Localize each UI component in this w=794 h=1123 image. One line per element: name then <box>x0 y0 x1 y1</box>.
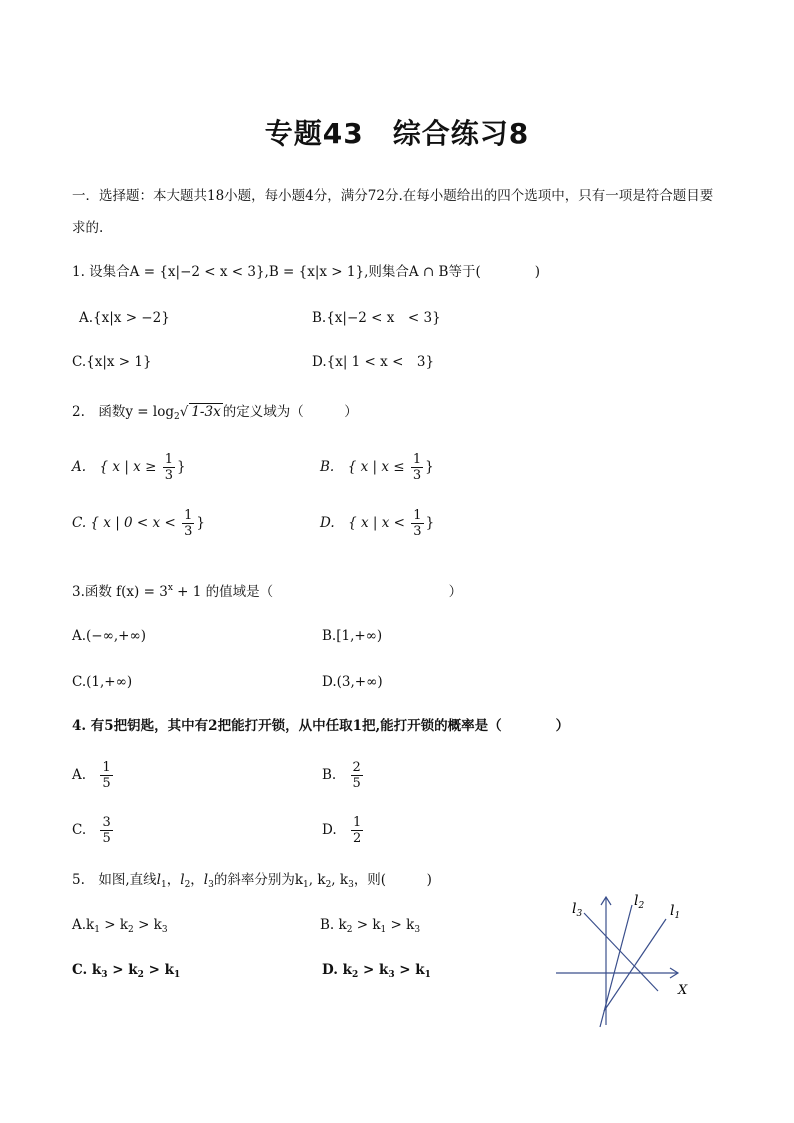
q2-option-a-text: A. { x | x ≥ <box>72 459 157 475</box>
separator: ， <box>190 872 204 888</box>
q5-figure <box>548 885 698 1035</box>
line-l1 <box>604 919 666 1011</box>
line-l3 <box>584 913 658 991</box>
fraction-denominator: 5 <box>102 831 111 846</box>
q4-option-a-fraction <box>100 760 112 791</box>
q2-stem-suffix: 的定义域为（ ） <box>222 404 358 420</box>
q5-stem-prefix: 5. 如图,直线 <box>72 872 157 888</box>
q2-option-d-fraction <box>411 508 423 539</box>
q3-option-c: C.(1,+∞) <box>72 674 133 690</box>
fraction-numerator: 1 <box>352 815 362 830</box>
option-text: C. k <box>72 962 102 978</box>
q1-stem: 1. 设集合A = {x|−2 < x < 3},B = {x|x > 1},则集合A ∩ B等于( ) <box>72 264 540 280</box>
subscript: 3 <box>348 880 354 890</box>
fraction-denominator: 3 <box>184 524 193 539</box>
option-text: > k <box>358 962 389 978</box>
option-text: > k <box>107 962 138 978</box>
label-x: X <box>678 983 688 998</box>
option-text: B. k <box>320 917 347 933</box>
q2-option-a-fraction <box>163 452 175 483</box>
q3-stem <box>72 578 462 602</box>
subscript: 3 <box>101 970 108 980</box>
q2-stem-prefix: 2. 函数y = log <box>72 404 174 420</box>
option-text: D. k <box>322 962 352 978</box>
q3-option-a: A.(−∞,+∞) <box>72 628 146 644</box>
q2-option-b <box>320 452 434 483</box>
q4-stem: 4. 有5把钥匙，其中有2把能打开锁，从中任取1把,能打开锁的概率是（ ） <box>72 718 570 734</box>
q4-option-d <box>322 815 365 846</box>
line-l2 <box>600 905 632 1027</box>
subscript: 3 <box>414 925 421 935</box>
subscript: 3 <box>388 970 395 980</box>
q4-option-c-fraction <box>100 815 112 846</box>
fraction-denominator: 3 <box>413 524 422 539</box>
q3-option-b: B.[1,+∞) <box>322 628 383 644</box>
q2-option-c-fraction <box>182 508 194 539</box>
q4-option-b <box>322 760 365 791</box>
q2-option-d-text: D. { x | x < <box>320 515 405 531</box>
brace-close: } <box>425 515 435 531</box>
subscript: 2 <box>184 880 191 890</box>
fraction-denominator: 3 <box>164 468 173 483</box>
section-heading-line2: 求的. <box>72 220 104 236</box>
subscript: 3 <box>208 880 214 890</box>
brace-close: } <box>196 515 205 531</box>
q1-option-c: C.{x|x > 1} <box>72 354 152 370</box>
option-text: > k <box>143 962 174 978</box>
subscript: 1 <box>94 925 100 935</box>
k-symbol: k <box>317 872 326 888</box>
q1-option-d: D.{x| 1 < x < 3} <box>312 354 435 370</box>
subscript: 1 <box>161 880 167 890</box>
subscript: 2 <box>128 925 134 935</box>
q4-option-c <box>72 815 115 846</box>
option-label: A. <box>72 767 87 783</box>
option-text: > k <box>133 917 162 933</box>
option-label: D. <box>322 822 337 838</box>
subscript: 2 <box>346 925 353 935</box>
section-heading-line1: 一．选择题：本大题共18小题，每小题4分，满分72分.在每小题给出的四个选项中，只有一项是符合题目要 <box>72 188 714 204</box>
q2-option-a <box>72 452 186 483</box>
option-text: > k <box>386 917 415 933</box>
line-symbol: l <box>203 872 209 888</box>
fraction-numerator: 2 <box>352 760 361 775</box>
q5-option-c <box>72 960 180 985</box>
fraction-numerator: 3 <box>102 815 111 830</box>
subscript: 2 <box>351 970 359 980</box>
q1-option-a: A.{x|x > −2} <box>79 310 170 326</box>
k-symbol: k <box>339 872 349 888</box>
page-title: 专题43 综合练习8 <box>264 117 530 150</box>
fraction-numerator: 1 <box>102 760 111 775</box>
subscript: 1 <box>173 970 181 980</box>
q5-stem: 5. 如图,直线$l_1$，$l_2$，$l_3$的斜率分别为$k_1$, $k_2$, $k_3$，则( ) <box>72 872 432 890</box>
separator: ， <box>166 872 181 888</box>
option-label: B. <box>322 767 337 783</box>
q3-exponent: x <box>167 583 173 593</box>
q2-option-b-text: B. { x | x ≤ <box>320 459 405 475</box>
fraction-numerator: 1 <box>184 508 193 523</box>
subscript: 2 <box>325 880 332 890</box>
q5-option-d <box>322 960 431 985</box>
q4-option-d-fraction <box>351 815 363 846</box>
fraction-numerator: 1 <box>412 452 422 467</box>
q4-option-a <box>72 760 115 791</box>
label-l1: $l_1$ <box>670 903 681 921</box>
option-text: A.k <box>72 917 95 933</box>
q2-option-b-fraction <box>411 452 423 483</box>
fraction-numerator: 1 <box>164 452 173 467</box>
subscript: 1 <box>380 925 387 935</box>
q3-stem-suffix: + 1 的值域是（ ） <box>172 584 463 600</box>
q5-option-b <box>320 915 420 940</box>
q3-stem-prefix: 3.函数 f(x) = 3 <box>72 584 168 600</box>
option-label: C. <box>72 822 87 838</box>
line-symbol: l <box>156 872 161 888</box>
q1-option-b: B.{x|−2 < x < 3} <box>312 310 441 326</box>
fraction-numerator: 1 <box>413 508 422 523</box>
subscript: 3 <box>161 925 168 935</box>
label-l2: $l_2$ <box>634 893 645 911</box>
subscript: 1 <box>303 880 309 890</box>
q2-log-base: 2 <box>174 412 180 422</box>
sqrt-symbol: √ <box>179 404 189 420</box>
subscript: 2 <box>137 970 144 980</box>
q3-option-d: D.(3,+∞) <box>322 674 383 690</box>
q5-stem-tail: ，则( ) <box>353 872 432 888</box>
fraction-denominator: 5 <box>102 776 111 791</box>
option-text: > k <box>352 917 381 933</box>
option-text: > k <box>394 962 425 978</box>
q2-radicand: 1-3x <box>191 404 221 420</box>
q2-stem <box>72 402 358 427</box>
q2-option-c-text: C. { x | 0 < x < <box>72 515 176 531</box>
option-text: > k <box>99 917 129 933</box>
brace-close: } <box>176 459 186 475</box>
q4-option-b-fraction <box>351 760 363 791</box>
brace-close: } <box>425 459 434 475</box>
q5-stem-middle: 的斜率分别为k <box>213 872 304 888</box>
q2-option-d <box>320 508 434 539</box>
line-symbol: l <box>180 872 185 888</box>
fraction-denominator: 3 <box>412 468 422 483</box>
q5-option-a <box>72 915 168 940</box>
fraction-denominator: 2 <box>352 831 362 846</box>
label-l3: $l_3$ <box>572 901 583 919</box>
q2-option-c <box>72 508 205 539</box>
fraction-denominator: 5 <box>352 776 361 791</box>
subscript: 1 <box>424 970 431 980</box>
